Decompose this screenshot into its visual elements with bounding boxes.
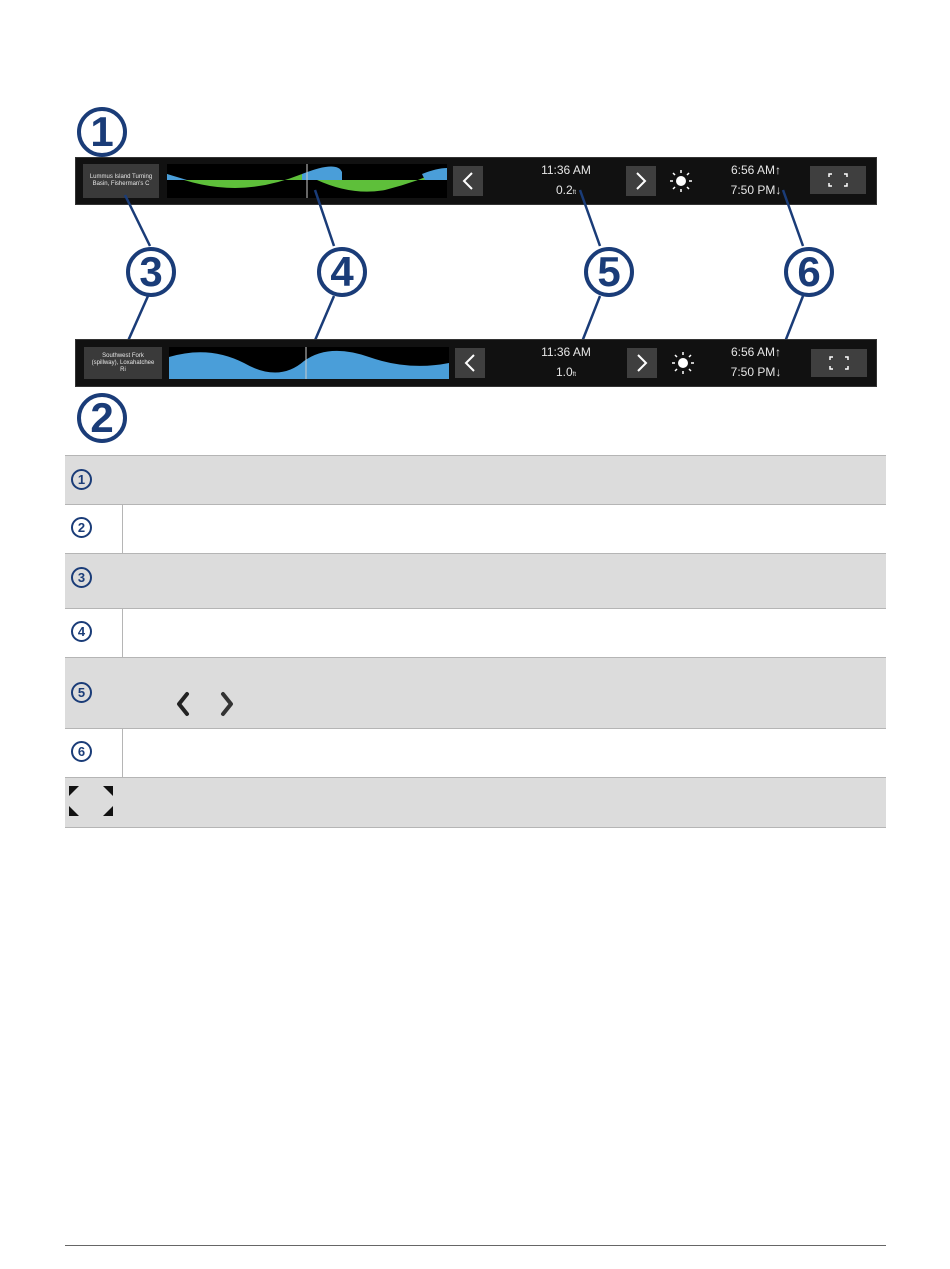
sun-icon (672, 352, 694, 379)
location-label: Lummus Island Turning Basin, Fisherman's C (89, 174, 153, 187)
legend-number: 3 (71, 567, 92, 588)
legend-row (65, 505, 886, 554)
callout-3: 3 (126, 247, 176, 297)
time-label: 11:36 AM (541, 345, 591, 359)
callout-5: 5 (584, 247, 634, 297)
sunset-time: 7:50 PM (730, 365, 776, 379)
callout-6: 6 (784, 247, 834, 297)
prev-next-icons (175, 691, 245, 717)
legend-row (65, 778, 886, 828)
legend-number: 6 (71, 741, 92, 762)
fullscreen-icon (811, 349, 867, 377)
height-label: 0.2 (555, 183, 573, 197)
legend-number: 1 (71, 469, 92, 490)
legend-number: 4 (71, 621, 92, 642)
sunset-arrow: ↓ (775, 365, 782, 379)
height-label: 1.0 (555, 365, 573, 379)
footer-rule (65, 1245, 886, 1246)
height-unit: ft (572, 190, 577, 196)
tide-curve (169, 347, 449, 379)
legend-row (65, 729, 886, 778)
location-label: Southwest Fork (spillway), Loxahatchee Ri (91, 352, 155, 373)
callout-1: 1 (77, 107, 127, 157)
next-button[interactable] (627, 348, 657, 378)
legend-row (65, 554, 886, 609)
legend-table (65, 455, 886, 828)
legend-row (65, 609, 886, 658)
legend-row (65, 658, 886, 729)
fullscreen-button[interactable] (811, 349, 867, 377)
sun-times (716, 345, 796, 379)
chevron-left-icon (463, 353, 477, 373)
sunset-arrow: ↓ (775, 183, 782, 197)
sunrise-time: 6:56 AM (730, 163, 776, 177)
sunset-time: 7:50 PM (730, 183, 776, 197)
prev-button[interactable] (455, 348, 485, 378)
callout-4: 4 (317, 247, 367, 297)
chevron-right-icon (635, 353, 649, 373)
tide-bar-bottom (75, 339, 877, 387)
tide-graph[interactable] (169, 347, 449, 379)
legend-number: 2 (71, 517, 92, 538)
sunrise-arrow: ↑ (775, 163, 782, 177)
tide-time (506, 345, 626, 379)
sunrise-time: 6:56 AM (730, 345, 776, 359)
sunrise-arrow: ↑ (775, 345, 782, 359)
location-button[interactable] (84, 347, 162, 379)
time-label: 11:36 AM (541, 163, 591, 177)
height-unit: ft (572, 372, 577, 378)
legend-number: 5 (71, 682, 92, 703)
legend-row (65, 455, 886, 505)
callout-2: 2 (77, 393, 127, 443)
fullscreen-icon (69, 786, 113, 816)
